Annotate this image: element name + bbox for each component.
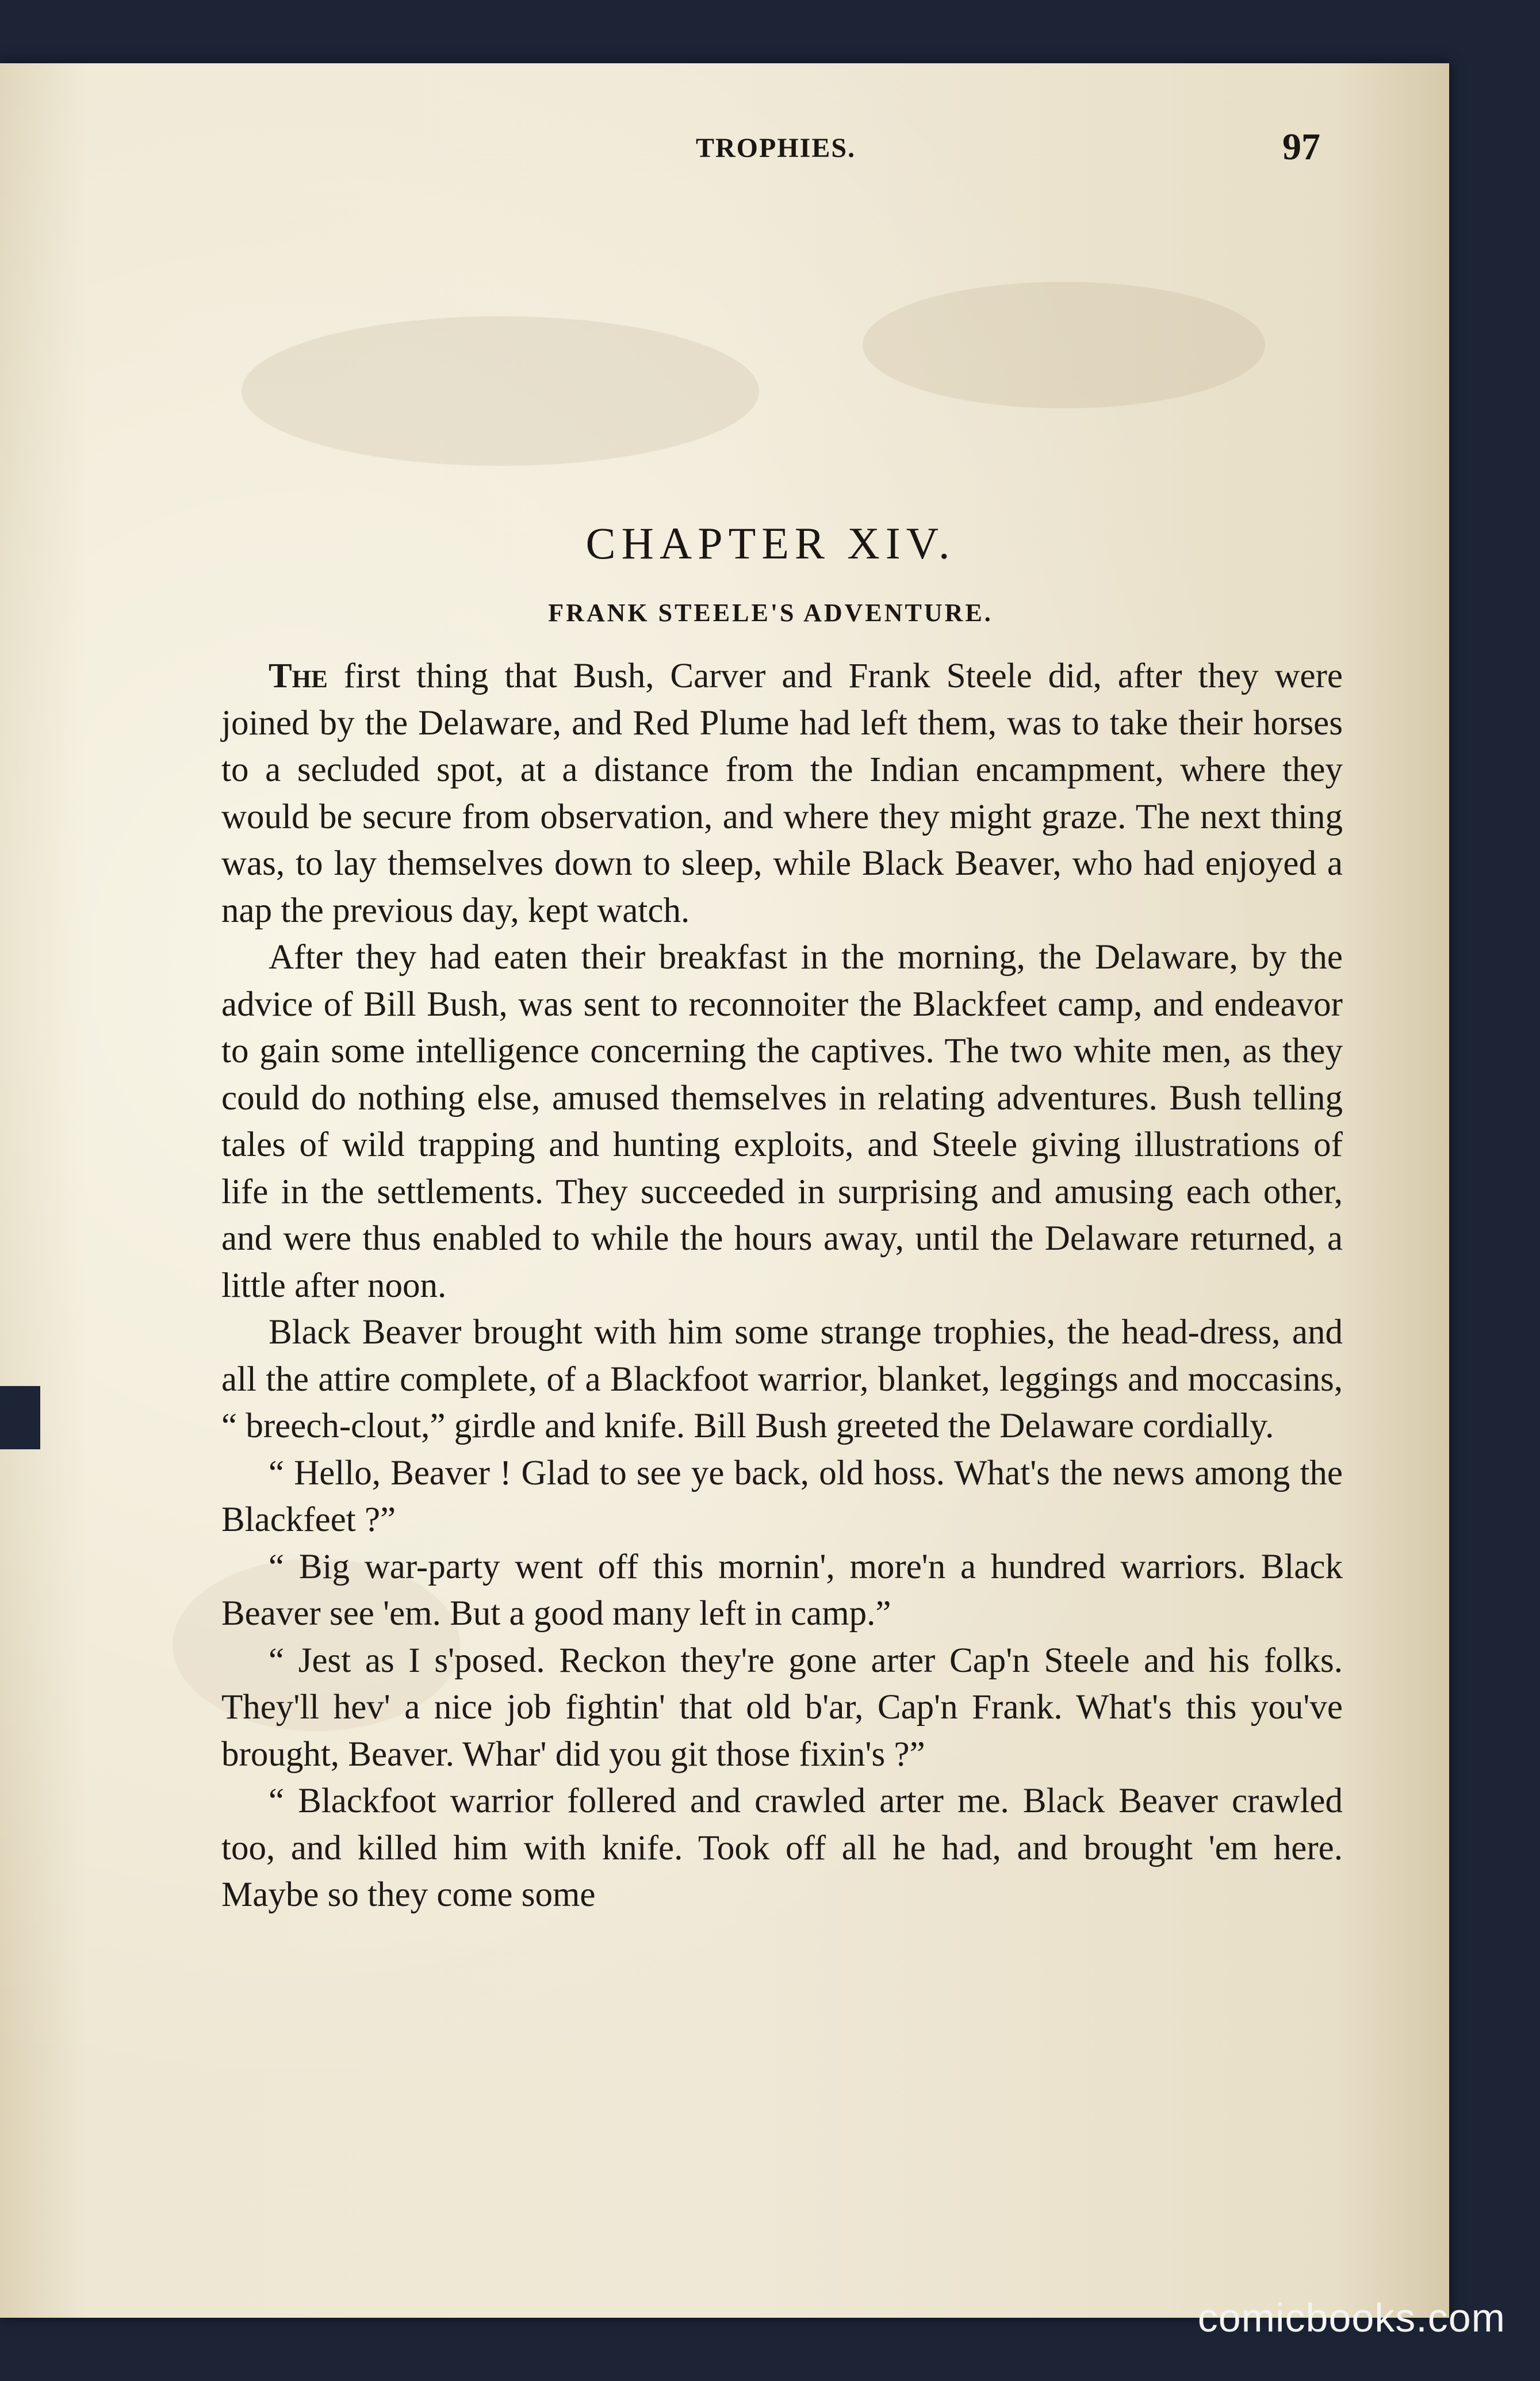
watermark: comicbooks.com: [1197, 2295, 1505, 2340]
paragraph: “ Jest as I s'posed. Reckon they're gone arter Cap'n Steele and his folks. They'll hev' a nice job fightin' that old b'ar, Cap'n Frank. What's this you've brought, Beaver. Whar' did you git those fixin's ?”: [221, 1641, 1343, 1774]
paragraph: “ Blackfoot warrior follered and crawled arter me. Black Beaver crawled too, and killed him with knife. Took off all he had, and brought 'em here. Maybe so they come some: [221, 1782, 1343, 1914]
paragraph: Black Beaver brought with him some strange trophies, the head-dress, and all the attire complete, of a Blackfoot warrior, blanket, leggings and moccasins, “ breech-clout,” girdle and knife. Bill Bush greeted the Delaware cordially.: [221, 1313, 1343, 1445]
page-stain: [242, 316, 759, 466]
chapter-body: [221, 653, 1343, 1919]
paragraph: [221, 653, 1343, 934]
paragraph: “ Big war-party went off this mornin', more'n a hundred warriors. Black Beaver see 'em. But a good many left in camp.”: [221, 1547, 1343, 1633]
paragraph: “ Hello, Beaver ! Glad to see ye back, old hoss. What's the news among the Blackfeet ?”: [221, 1453, 1343, 1539]
running-head: TROPHIES.: [696, 133, 856, 163]
drop-word: The: [269, 657, 328, 695]
paragraph: After they had eaten their breakfast in the morning, the Delaware, by the advice of Bill Bush, was sent to reconnoiter the Blackfeet camp, and endeavor to gain some intelligence concerning the captives. The two white men, as they could do nothing else, amused themselves in relating adventures. Bush telling tales of wild trapping and hunting exploits, and Steele giving illustrations of life in the settlements. They succeeded in surprising and amusing each other, and were thus enabled to while the hours away, until the Delaware returned, a little after noon.: [221, 938, 1343, 1305]
page-edge-tear: [0, 1386, 40, 1449]
book-page: [0, 63, 1449, 2318]
page-stain: [863, 282, 1265, 408]
chapter-title: CHAPTER XIV.: [585, 518, 956, 568]
paragraph-text: first thing that Bush, Carver and Frank Steele did, after they were joined by the Delaware, and Red Plume had left them, was to take their horses to a secluded spot, at a distance from the Indian encampment, where they would be secure from observation, and where they might graze. The next thing was, to lay themselves down to sleep, while Black Beaver, who had enjoyed a nap the previous day, kept watch.: [221, 657, 1343, 930]
chapter-subtitle: FRANK STEELE'S ADVENTURE.: [548, 599, 993, 627]
page-number: 97: [1282, 126, 1320, 168]
